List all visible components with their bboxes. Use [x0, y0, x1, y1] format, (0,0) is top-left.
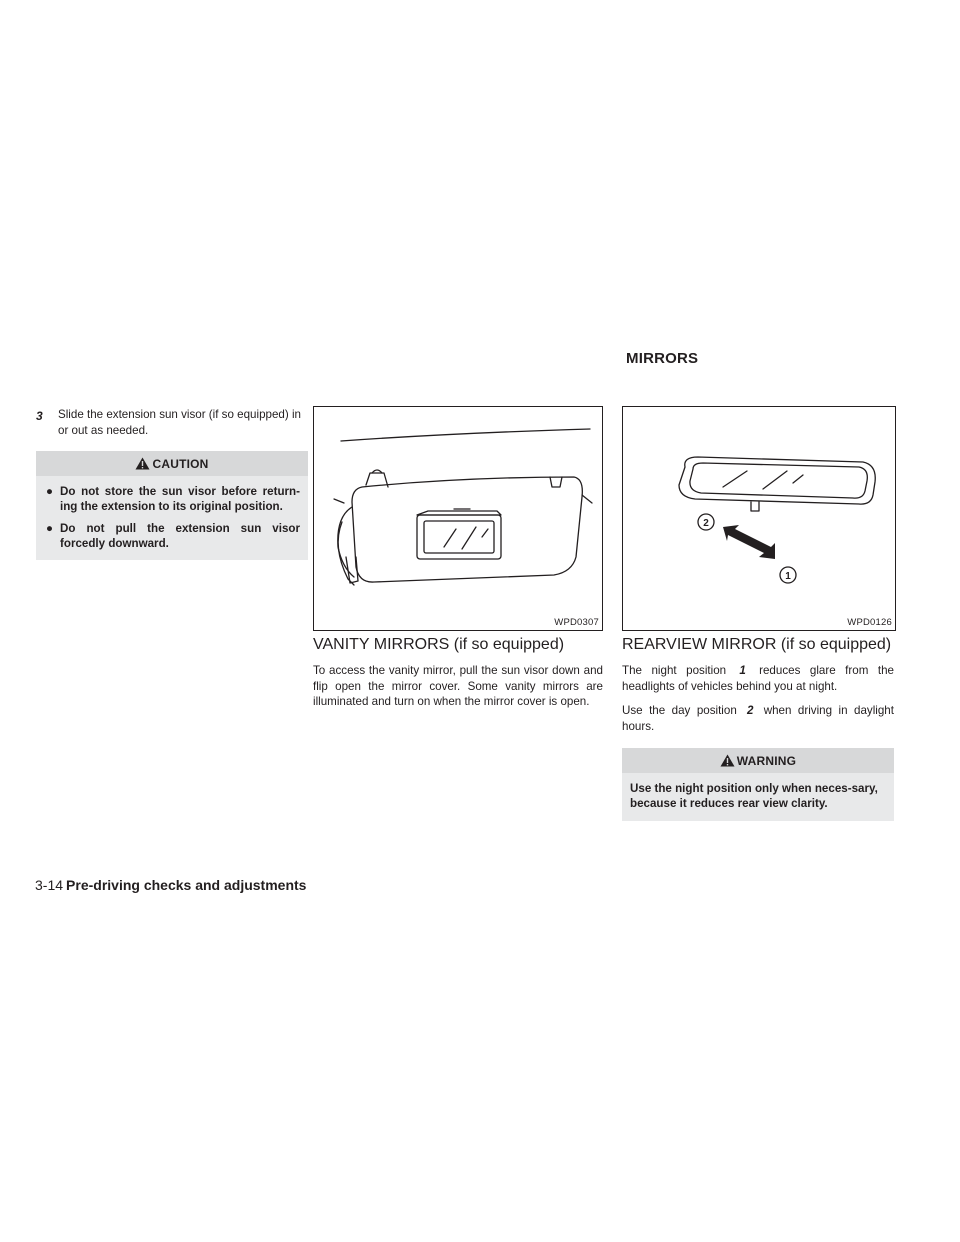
para-text: Use the day position	[622, 704, 737, 717]
vanity-heading: VANITY MIRRORS (if so equipped)	[313, 636, 565, 653]
sun-visor-illustration	[314, 407, 602, 630]
step-text: Slide the extension sun visor (if so equipped) in or out as needed.	[58, 408, 301, 437]
page-footer	[35, 877, 306, 893]
caution-label: CAUTION	[152, 456, 209, 471]
rearview-section	[622, 635, 894, 821]
para-text: when driving in daylight hours.	[622, 704, 894, 733]
position-marker: 1	[739, 664, 746, 677]
caution-header	[36, 451, 308, 476]
figure-code: WPD0307	[554, 617, 599, 628]
figure-label-2: 2	[703, 518, 709, 529]
position-marker: 2	[747, 704, 754, 717]
caution-box	[36, 451, 308, 560]
caution-item-text: Do not pull the extension sun visor forcedly downward.	[60, 522, 300, 550]
warning-label: WARNING	[736, 753, 797, 768]
caution-item	[44, 521, 300, 551]
rearview-paragraph-day	[622, 703, 894, 734]
vanity-section	[313, 635, 603, 719]
caution-item	[44, 484, 300, 514]
section-heading: MIRRORS	[626, 350, 699, 367]
caution-item-text: Do not store the sun visor before return-ing the extension to its original position.	[60, 485, 300, 513]
bullet-icon: ●	[46, 522, 54, 535]
rearview-mirror-figure	[622, 406, 896, 631]
vanity-mirror-figure	[313, 406, 603, 631]
warning-body	[622, 773, 894, 821]
step-marker: 3	[36, 409, 43, 423]
step-item	[36, 407, 308, 439]
page-number: 3-14	[35, 877, 64, 893]
rearview-heading: REARVIEW MIRROR (if so equipped)	[622, 636, 892, 653]
para-text: reduces glare from the headlights of vehicles behind you at night.	[622, 664, 894, 693]
bullet-icon: ●	[46, 485, 54, 498]
para-text: The night position	[622, 664, 727, 677]
warning-box	[622, 748, 894, 821]
chapter-title: Pre-driving checks and adjustments	[66, 877, 307, 893]
warning-header	[622, 748, 894, 773]
rearview-mirror-illustration	[623, 407, 895, 630]
left-column	[36, 407, 308, 560]
figure-label-1: 1	[785, 571, 791, 582]
warning-triangle-icon	[720, 754, 735, 767]
vanity-paragraph: To access the vanity mirror, pull the sun visor down and flip open the mirror cover. Some vanity mirrors are illuminated and turn on when the mirror cover is open.	[313, 664, 603, 708]
caution-body	[36, 476, 308, 560]
warning-triangle-icon	[135, 457, 150, 470]
warning-text: Use the night position only when neces-sary, because it reduces rear view clarity.	[630, 782, 878, 810]
figure-code: WPD0126	[847, 617, 892, 628]
rearview-paragraph-night	[622, 663, 894, 694]
